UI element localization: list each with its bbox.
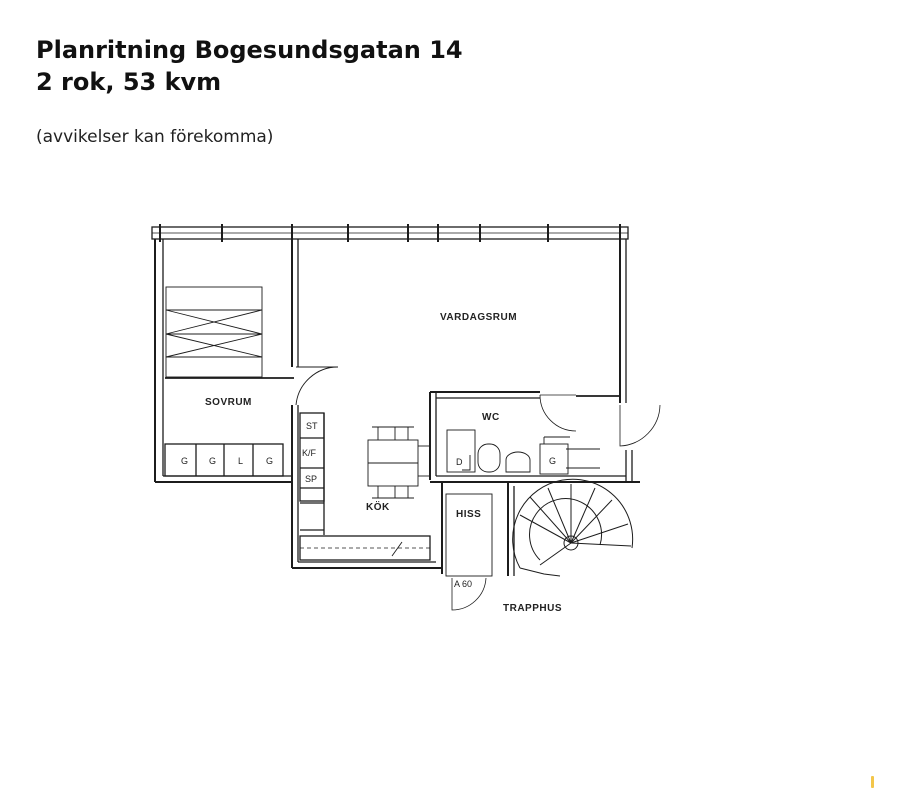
right-edge bbox=[626, 450, 632, 482]
wc-door bbox=[540, 395, 576, 431]
label-stairwell: TRAPPHUS bbox=[503, 603, 563, 614]
label-door-a60: A 60 bbox=[454, 579, 473, 589]
label-wardrobe-1: G bbox=[181, 456, 189, 466]
bedroom-door bbox=[296, 367, 338, 405]
kitchen-bottom-wall bbox=[292, 562, 442, 568]
label-wardrobe-4: G bbox=[266, 456, 274, 466]
title-size: 2 rok, 53 kvm bbox=[36, 68, 222, 96]
entrance-door bbox=[620, 405, 660, 446]
partition-wall bbox=[292, 239, 298, 367]
label-sp: SP bbox=[305, 474, 318, 484]
bedroom-bottom-wall bbox=[155, 476, 292, 482]
elevator-shaft bbox=[442, 482, 514, 576]
corner-mark bbox=[871, 776, 874, 788]
label-wc-wardrobe: G bbox=[549, 456, 557, 466]
title-address: Planritning Bogesundsgatan 14 bbox=[36, 36, 463, 64]
kitchen-counter bbox=[300, 536, 430, 560]
label-linen-closet: L bbox=[238, 456, 244, 466]
spiral-stair bbox=[513, 479, 633, 576]
bed bbox=[166, 287, 262, 377]
left-wall bbox=[155, 239, 163, 482]
label-drain: D bbox=[456, 457, 463, 467]
label-wardrobe-2: G bbox=[209, 456, 217, 466]
label-kf: K/F bbox=[302, 448, 317, 458]
label-kitchen: KÖK bbox=[366, 502, 390, 513]
label-st: ST bbox=[306, 421, 318, 431]
label-elevator: HISS bbox=[456, 509, 482, 520]
living-right-wall bbox=[620, 239, 626, 403]
wc-fixtures bbox=[447, 430, 600, 474]
label-living-room: VARDAGSRUM bbox=[440, 312, 518, 323]
dining-table bbox=[368, 427, 430, 498]
label-wc: WC bbox=[482, 412, 500, 423]
disclaimer-note: (avvikelser kan förekomma) bbox=[36, 127, 274, 147]
label-bedroom: SOVRUM bbox=[205, 397, 252, 408]
